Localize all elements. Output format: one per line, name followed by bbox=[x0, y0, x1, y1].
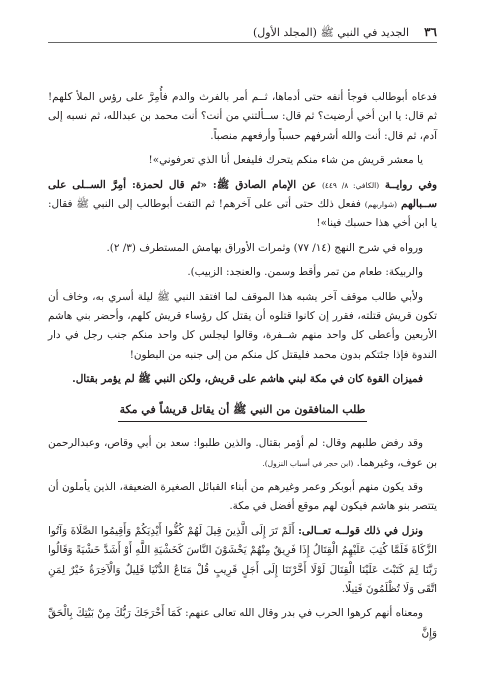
paragraph-text: ومعناه أنهم كرهوا الحرب في بدر وقال الله تعالى عنهم: bbox=[185, 607, 423, 620]
paragraph: فميزان القوة كان في مكة لبني هاشم على قريش، ولكن النبي ﷺ لم يؤمر بقتال. bbox=[72, 373, 423, 386]
emphasis-text: عن الإمام الصادق ﷺ: «ثم قال لحمزة: أمِرَّ الســلى على ســبالهم bbox=[48, 178, 437, 211]
page-number: ٣٦ bbox=[424, 25, 437, 39]
paragraph-text: وقد رفض طلبهم وقال: لم أؤمر بقتال. والذين طلبوا: سعد بن أبي وقاص، وعبدالرحمن بن عوف، وغيرهما. bbox=[48, 437, 437, 469]
paragraph bbox=[48, 522, 437, 600]
page-body bbox=[48, 88, 437, 648]
citation-ref: (الكافي: ٨/ ٤٤٩) bbox=[321, 180, 380, 190]
paragraph: يا معشر قريش من شاء منكم يتحرك فليفعل أنا الذي تعرفوني»! bbox=[148, 154, 423, 167]
running-title: الجديد في النبي ﷺ (المجلد الأول) bbox=[252, 26, 409, 39]
gloss-ref: (شواربهم) bbox=[364, 200, 398, 210]
paragraph: ورواه في شرح النهج (١٤/ ٧٧) وثمرات الأوراق بهامش المستطرف (٣/ ٢). bbox=[106, 241, 423, 254]
paragraph: والربيكة: طعام من تمر وأقط وسمن. والعنجد: الزبيب). bbox=[187, 266, 423, 279]
paragraph: وقد يكون منهم أبوبكر وعمر وغيرهم من أبناء القبائل الصغيرة الضعيفة، الذين يأملون أن يتتصر بنو هاشم فيكون لهم موقع أفضل في مكة. bbox=[48, 480, 437, 513]
paragraph-text: ففعل ذلك حتى أتى على آخرهم! ثم التفت أبوطالب إلى النبي ﷺ فقال: يا ابن أخي هذا حسبك فينا»! bbox=[48, 198, 437, 230]
citation-ref: (ابن حجر في أسباب النزول). bbox=[262, 458, 354, 468]
section-heading: طلب المنافقون من النبي ﷺ أن يقاتل قريشاً في مكة bbox=[118, 400, 368, 422]
paragraph bbox=[48, 604, 437, 643]
paragraph: ولأبي طالب موقف آخر يشبه هذا الموقف لما افتقد النبي ﷺ ليلة أسري به، وخاف أن تكون قريش قتلته، فقرر إن كانوا قتلوه أن يقتل كل رؤساء قريش كلهم، وأحضر بني هاشم الأربعين وأعطى كل واحد منهم شــفرة، وقالوا ليجلس كل واحد منكم جنب رجل في دار الندوة فإذا جئتكم بدون محمد فليقتل كل منكم من إلى جنبه من البطون! bbox=[48, 290, 437, 361]
emphasis-text: وفي روايــة bbox=[384, 178, 437, 191]
paragraph: فدعاه أبوطالب فوجأ أنفه حتى أدماها، ثــم أمر بالفرث والدم فأُمِرَّ على رؤس الملأ كلهم! ثم قال: يا ابن أخي أرضيت؟ ثم قال: ســألتني من أنت؟ أنت محمد بن عبدالله، ثم نسبه إلى آدم، ثم قال: أنت والله أشرفهم حسباً وأرفعهم منصباً. bbox=[48, 91, 437, 142]
quran-verse: أَلَمْ تَرَ إِلَى الَّذِينَ قِيلَ لَهُمْ كُفُّوا أَيْدِيَكُمْ وَأَقِيمُوا الصَّلَاةَ وَآتُوا الزَّكَاةَ فَلَمَّا كُتِبَ عَلَيْهِمُ الْقِتَالُ إِذَا فَرِيقٌ مِنْهُمْ يَخْشَوْنَ النَّاسَ كَخَشْيَةِ اللَّهِ أَوْ أَشَدَّ خَشْيَةً وَقَالُوا رَبَّنَا لِمَ كَتَبْتَ عَلَيْنَا الْقِتَالَ لَوْلَا أَخَّرْتَنَا إِلَى أَجَلٍ قَرِيبٍ قُلْ مَتَاعُ الدُّنْيَا قَلِيلٌ وَالْآخِرَةُ خَيْرٌ لِمَنِ اتَّقَى وَلَا تُظْلَمُونَ فَتِيلًا. bbox=[48, 524, 437, 595]
quran-verse: كَمَا أَخْرَجَكَ رَبُّكَ مِنْ بَيْتِكَ بِالْحَقِّ وَإِنَّ bbox=[48, 607, 437, 639]
section-heading-wrap bbox=[48, 400, 437, 422]
paragraph bbox=[48, 176, 437, 234]
paragraph bbox=[48, 434, 437, 473]
page-header bbox=[48, 24, 437, 43]
emphasis-text: ونزل في ذلك قولــه تعــالى: bbox=[298, 524, 423, 537]
